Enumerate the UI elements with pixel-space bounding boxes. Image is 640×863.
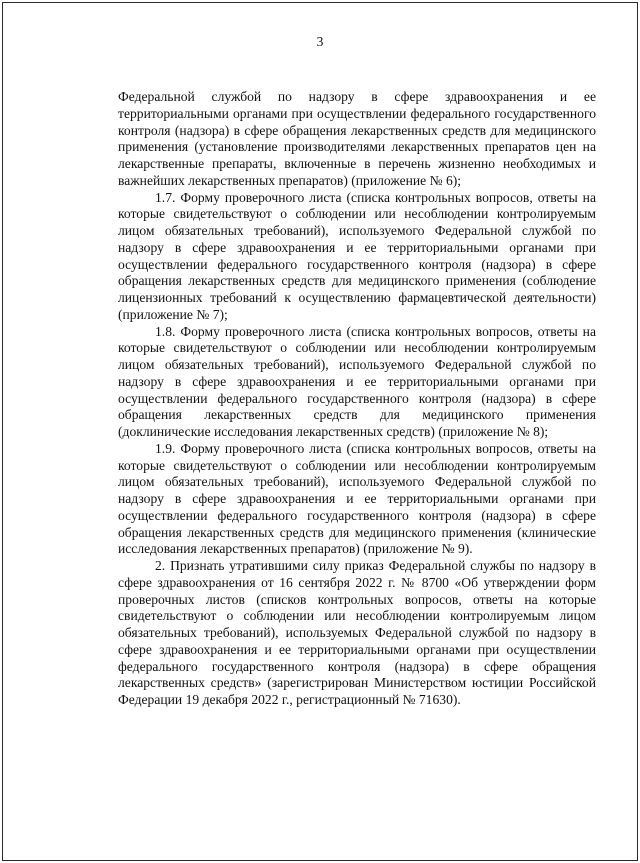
paragraph-item-1-9: 1.9. Форму проверочного листа (списка контрольных вопросов, ответы на которые свидетельствуют о соблюдении или несоблюдении контролируемым лицом обязательных требований), используемого Федеральной службой по надзору в сфере здравоохранения и ее территориальными органами при осуществлении федерального государственного контроля (надзора) в сфере обращения лекарственных средств для медицинского применения (клинические исследования лекарственных препаратов) (приложение № 9).	[118, 440, 596, 557]
paragraph-continuation: Федеральной службой по надзору в сфере здравоохранения и ее территориальными органами при осуществлении федерального государственного контроля (надзора) в сфере обращения лекарственных средств для медицинского применения (установление производителями лекарственных препаратов цен на лекарственные препараты, включенные в перечень жизненно необходимых и важнейших лекарственных препаратов) (приложение № 6);	[118, 89, 596, 188]
paragraph-item-2: 2. Признать утратившими силу приказ Федеральной службы по надзору в сфере здравоохранения от 16 сентября 2022 г. № 8700 «Об утверждении форм проверочных листов (списков контрольных вопросов, ответы на которые свидетельствуют о соблюдении или несоблюдении контролируемым лицом обязательных требований), используемых Федеральной службой по надзору в сфере здравоохранения и ее территориальными органами при осуществлении федерального государственного контроля (надзора) в сфере обращения лекарственных средств» (зарегистрирован Министерством юстиции Российской Федерации 19 декабря 2022 г., регистрационный № 71630).	[118, 558, 596, 707]
paragraph-item-1-7: 1.7. Форму проверочного листа (списка контрольных вопросов, ответы на которые свидетельствуют о соблюдении или несоблюдении контролируемым лицом обязательных требований), используемого Федеральной службой по надзору в сфере здравоохранения и ее территориальными органами при осуществлении федерального государственного контроля (надзора) в сфере обращения лекарственных средств для медицинского применения (соблюдение лицензионных требований к осуществлению фармацевтической деятельности) (приложение № 7);	[118, 189, 596, 322]
paragraph-item-1-8: 1.8. Форму проверочного листа (списка контрольных вопросов, ответы на которые свидетельствуют о соблюдении или несоблюдении контролируемым лицом обязательных требований), используемого Федеральной службой по надзору в сфере здравоохранения и ее территориальными органами при осуществлении федерального государственного контроля (надзора) в сфере обращения лекарственных средств для медицинского применения (доклинические исследования лекарственных средств) (приложение № 8);	[118, 323, 596, 439]
document-body	[118, 89, 596, 709]
page-number: 3	[316, 34, 324, 49]
